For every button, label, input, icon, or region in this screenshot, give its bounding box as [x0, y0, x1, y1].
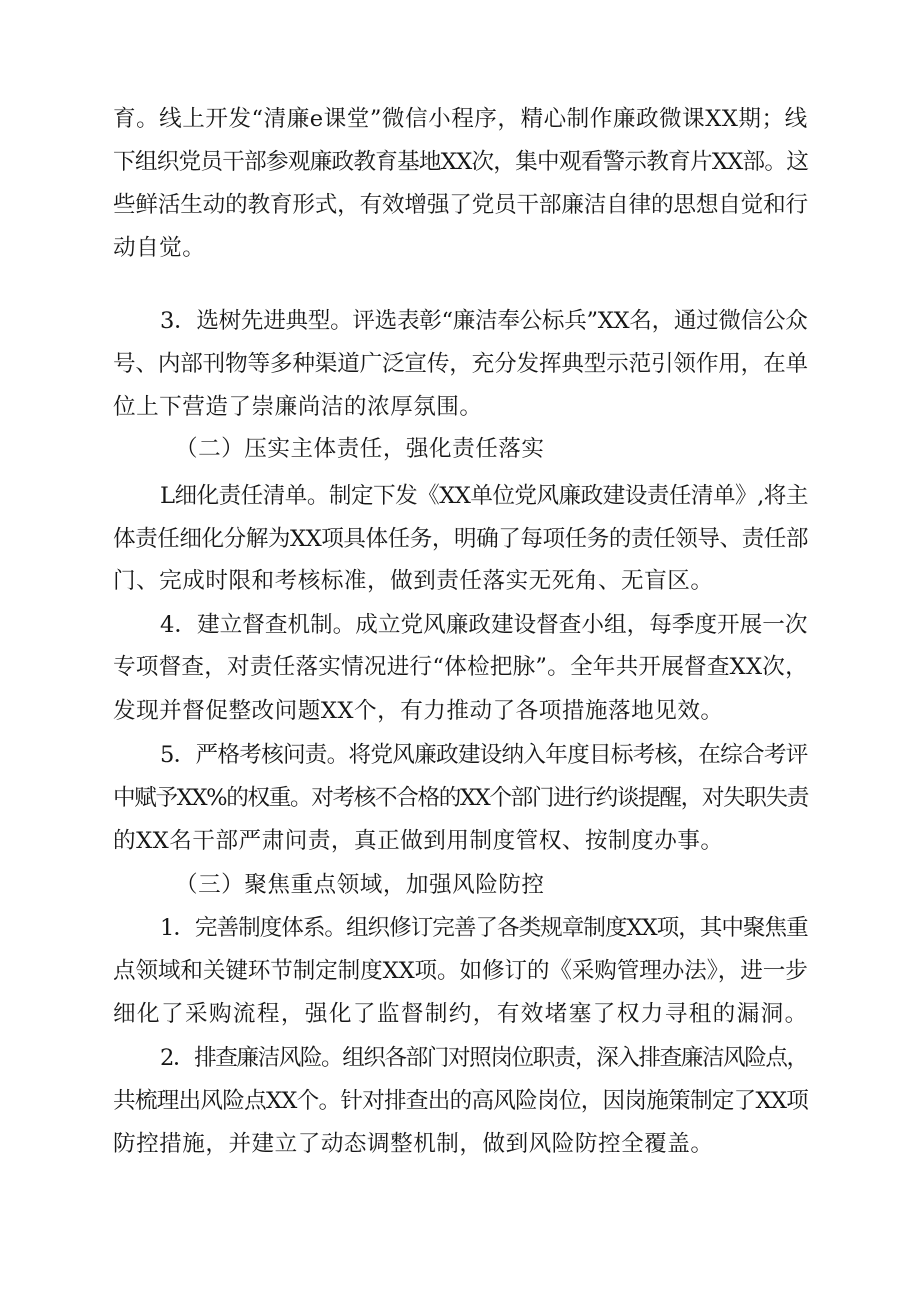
text-line: 专项督查，对责任落实情况进行“体检把脉”。全年共开展督查XX次，: [113, 654, 808, 680]
text-line: 3．选树先进典型。评选表彰“廉洁奉公标兵”XX名，通过微信公众: [160, 308, 808, 334]
text-line: L细化责任清单。制定下发《XX单位党风廉政建设责任清单》,将主: [160, 483, 808, 509]
text-line: 4．建立督查机制。成立党风廉政建设督查小组，每季度开展一次: [160, 612, 808, 638]
text-line: 下组织党员干部参观廉政教育基地XX次，集中观看警示教育片XX部。这: [113, 149, 809, 175]
text-line: 位上下营造了崇廉尚洁的浓厚氛围。: [113, 394, 483, 420]
text-line: 1．完善制度体系。组织修订完善了各类规章制度XX项，其中聚焦重: [160, 915, 808, 941]
text-line: 些鲜活生动的教育形式，有效增强了党员干部廉洁自律的思想自觉和行: [113, 192, 808, 218]
text-line: 共梳理出风险点XX个。针对排查出的高风险岗位，因岗施策制定了XX项: [113, 1088, 809, 1114]
text-line: 体责任细化分解为XX项具体任务，明确了每项任务的责任领导、责任部: [113, 526, 808, 552]
text-line: 5．严格考核问责。将党风廉政建设纳入年度目标考核，在综合考评: [160, 742, 808, 768]
text-line: 门、完成时限和考核标准，做到责任落实无死角、无盲区。: [113, 568, 714, 594]
text-line: 发现并督促整改问题XX个，有力推动了各项措施落地见效。: [113, 698, 724, 724]
section-heading-2: （二）压实主体责任，强化责任落实: [175, 436, 545, 462]
text-line: 细化了采购流程，强化了监督制约，有效堵塞了权力寻租的漏洞。: [113, 1001, 809, 1027]
text-line: 动自觉。: [113, 235, 206, 261]
text-line: 的XX名干部严肃问责，真正做到用制度管权、按制度办事。: [113, 828, 724, 854]
text-line: 防控措施，并建立了动态调整机制，做到风险防控全覆盖。: [113, 1131, 714, 1157]
text-line: 点领域和关键环节制定制度XX项。如修订的《采购管理办法》，进一步: [113, 958, 808, 984]
text-line: 2．排查廉洁风险。组织各部门对照岗位职责，深入排查廉洁风险点，: [160, 1045, 808, 1071]
section-heading-3: （三）聚焦重点领域，加强风险防控: [175, 872, 545, 898]
text-line: 育。线上开发“清廉e课堂”微信小程序，精心制作廉政微课XX期；线: [113, 106, 808, 132]
text-line: 号、内部刊物等多种渠道广泛宣传，充分发挥典型示范引领作用，在单: [113, 351, 808, 377]
text-line: 中赋予XX%的权重。对考核不合格的XX个部门进行约谈提醒，对失职失责: [113, 785, 809, 811]
